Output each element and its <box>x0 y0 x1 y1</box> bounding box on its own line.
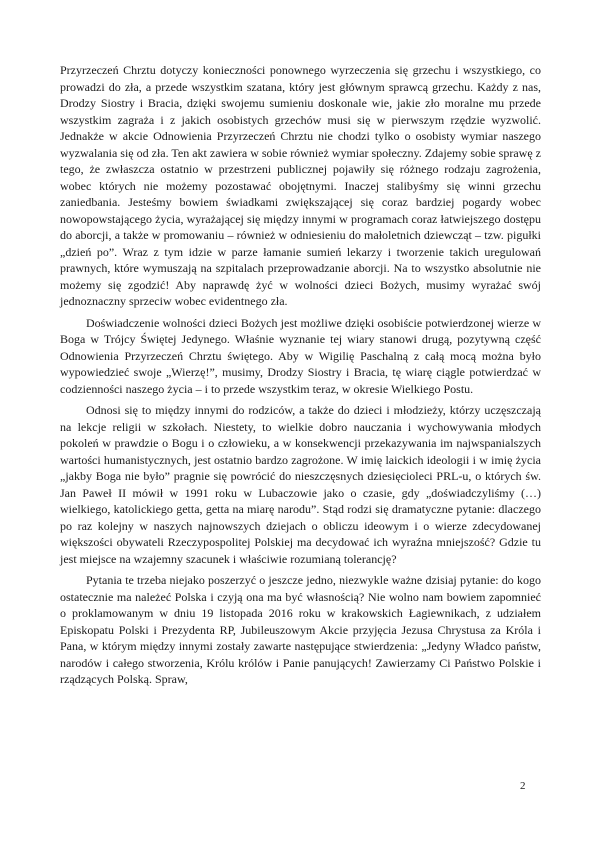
paragraph-3: Odnosi się to między innymi do rodziców, a także do dzieci i młodzieży, którzy uczęszczają na lekcje religii w szkołach. Niestety, to wielkie dobro nauczania i wychowywania młodych pokoleń w prawdzie o Bogu i o człowieku, a w konsekwencji przekazywania im najwspanialszych wartości humanistycznych, jest ostatnio bardzo zagrożone. W imię laickich ideologii i w imię życia „jakby Boga nie było” pragnie się powrócić do nieszczęsnych dziesięcioleci PRL-u, o których św. Jan Paweł II mówił w 1991 roku w Lubaczowie jako o czasie, gdy „doświadczyliśmy (…) wielkiego, katolickiego getta, getta na miarę narodu”. Stąd rodzi się dramatyczne pytanie: dlaczego po raz kolejny w naszych najnowszych dziejach o obliczu ideowym i o wierze zdecydowanej większości obywateli Rzeczypospolitej Polskiej ma decydować ich wyraźna mniejszość? Gdzie tu jest miejsce na wzajemny szacunek i właściwie rozumianą tolerancję? <box>60 403 541 566</box>
page-number: 2 <box>520 780 526 792</box>
paragraph-4: Pytania te trzeba niejako poszerzyć o jeszcze jedno, niezwykle ważne dzisiaj pytanie: do kogo ostatecznie ma należeć Polska i czyją ona ma być własnością? Nie wolno nam bowiem zapomnieć o proklamowanym w dniu 19 listopada 2016 roku w krakowskich Łagiewnikach, z udziałem Episkopatu Polski i Prezydenta RP, Jubileuszowym Akcie przyjęcia Jezusa Chrystusa za Króla i Pana, w którym między innymi zostały zawarte następujące stwierdzenia: „Jedyny Władco państw, narodów i całego stworzenia, Królu królów i Panie panujących! Zawierzamy Ci Państwo Polskie i rządzących Polską. Spraw, <box>60 573 541 686</box>
page-body <box>60 62 541 693</box>
paragraph-1: Przyrzeczeń Chrztu dotyczy konieczności ponownego wyrzeczenia się grzechu i wszystkiego, co prowadzi do zła, a przede wszystkim szatana, który jest głównym sprawcą grzechu. Każdy z nas, Drodzy Siostry i Bracia, dzięki swojemu sumieniu doskonale wie, jakie zło moralne mu przede wszystkim zagraża i z jakich osobistych grzechów musi się w pierwszym rzędzie wyzwolić. Jednakże w akcie Odnowienia Przyrzeczeń Chrztu nie chodzi tylko o osobisty wymiar naszego wyzwalania się od zła. Ten akt zawiera w sobie również wymiar społeczny. Zdajemy sobie sprawę z tego, że zwłaszcza ostatnio w przestrzeni publicznej pojawiły się różnego rodzaju zagrożenia, wobec których nie możemy pozostawać obojętnymi. Inaczej stalibyśmy się winni grzechu zaniedbania. Jesteśmy bowiem świadkami zwiększającej się coraz bardziej pogardy wobec nowopowstającego życia, wyrażającej się między innymi w programach coraz łatwiejszego dostępu do aborcji, a także w promowaniu – również w odniesieniu do małoletnich dziewcząt – tzw. pigułki „dzień po”. Wraz z tym idzie w parze łamanie sumień lekarzy i tworzenie takich uregulowań prawnych, które wymuszają na szpitalach przeprowadzanie aborcji. Na to wszystko absolutnie nie możemy się zgodzić! Aby naprawdę żyć w wolności dzieci Bożych, musimy wyrażać swój jednoznaczny sprzeciw wobec evidentnego zła. <box>60 63 541 308</box>
paragraph-2: Doświadczenie wolności dzieci Bożych jest możliwe dzięki osobiście potwierdzonej wierze w Boga w Trójcy Świętej Jedynego. Właśnie wyznanie tej wiary stanowi drugą, pozytywną część Odnowienia Przyrzeczeń Chrztu świętego. Aby w Wigilię Paschalną z całą mocą można było wypowiedzieć swoje „Wierzę!”, musimy, Drodzy Siostry i Bracia, tę wiarę ciągle potwierdzać w codzienności naszego życia – i to przede wszystkim teraz, w okresie Wielkiego Postu. <box>60 315 541 396</box>
